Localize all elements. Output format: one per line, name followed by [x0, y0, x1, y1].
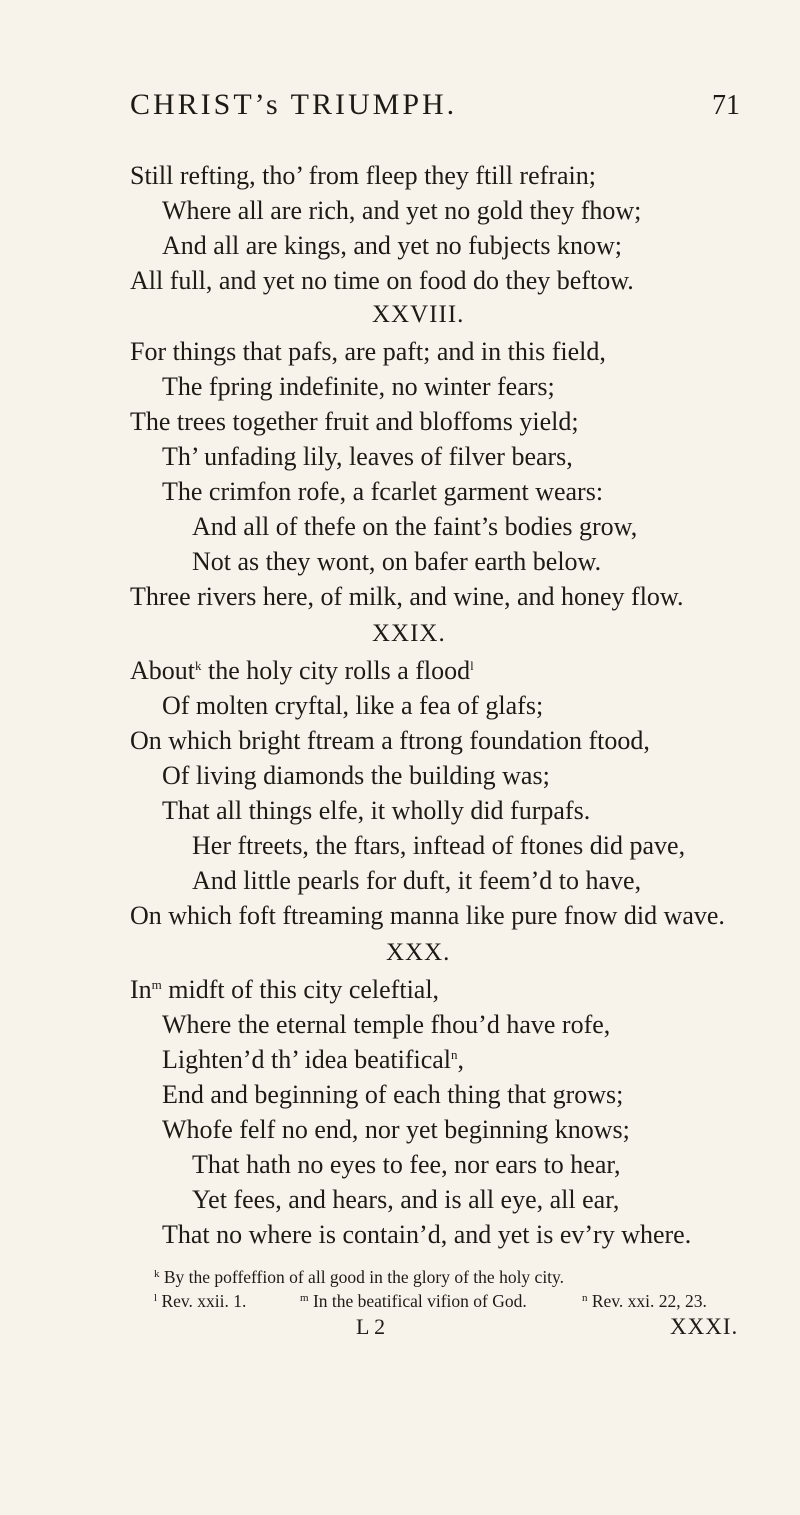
verse-line: The trees together fruit and bloffoms yield; — [130, 407, 579, 436]
footnote-marker: m — [300, 1292, 309, 1304]
verse-line — [162, 1044, 464, 1076]
footnote-marker: l — [470, 658, 474, 673]
verse-line: Where all are rich, and yet no gold they fhow; — [162, 196, 642, 225]
verse-line: That no where is contain’d, and yet is ev’ry where. — [162, 1220, 692, 1249]
stanza-heading: XXX. — [386, 939, 451, 966]
footnote-text: Rev. xxi. 22, 23. — [591, 1291, 707, 1311]
verse-line: The fpring indefinite, no winter fears; — [162, 372, 555, 401]
footnote-text: In the beatifical vifion of God. — [312, 1291, 527, 1311]
verse-line: Where the eternal temple fhou’d have rofe, — [162, 1010, 611, 1039]
verse-line: All full, and yet no time on food do they beftow. — [130, 266, 634, 295]
verse-line: Three rivers here, of milk, and wine, and honey flow. — [130, 582, 684, 611]
catchword: XXXI. — [670, 1314, 739, 1339]
stanza-heading: XXIX. — [372, 620, 446, 647]
verse-line: Of living diamonds the building was; — [162, 761, 550, 790]
verse-line: Yet fees, and hears, and is all eye, all ear, — [192, 1185, 620, 1214]
verse-line: On which foft ftreaming manna like pure fnow did wave. — [130, 901, 725, 930]
footnote-text: Rev. xxii. 1. — [161, 1291, 247, 1311]
verse-text: Lighten’d th’ idea beatifical — [162, 1045, 451, 1074]
footnote — [582, 1290, 707, 1312]
footnote-marker: n — [451, 1047, 458, 1062]
footnote — [154, 1266, 564, 1288]
verse-line: Not as they wont, on bafer earth below. — [192, 547, 602, 576]
verse-line: The crimfon rofe, a fcarlet garment wears: — [162, 477, 604, 506]
verse-text: midft of this city celeftial, — [161, 975, 440, 1004]
verse-line: That hath no eyes to fee, nor ears to hear, — [192, 1150, 621, 1179]
verse-line: And all of thefe on the faint’s bodies grow, — [192, 512, 638, 541]
stanza-heading: XXVIII. — [372, 301, 465, 328]
verse-line: That all things elfe, it wholly did furpafs. — [162, 796, 591, 825]
verse-line: Still refting, tho’ from fleep they ftill refrain; — [130, 161, 596, 190]
verse-line: Whofe felf no end, nor yet beginning knows; — [162, 1115, 630, 1144]
verse-line: Of molten cryftal, like a fea of glafs; — [162, 691, 544, 720]
footnote-marker: k — [195, 658, 202, 673]
verse-text: , — [457, 1045, 464, 1074]
verse-line: On which bright ftream a ftrong foundation ftood, — [130, 726, 650, 755]
running-title: CHRIST’s TRIUMPH. — [130, 88, 458, 121]
verse-line: And all are kings, and yet no fubjects know; — [162, 231, 622, 260]
footnote-marker: m — [151, 977, 162, 992]
verse-line: And little pearls for duft, it feem’d to have, — [192, 866, 642, 895]
footnote-marker: k — [154, 1268, 160, 1280]
footnote — [300, 1290, 527, 1312]
footnote-marker: n — [582, 1292, 588, 1304]
footnote — [154, 1290, 246, 1312]
verse-line: Th’ unfading lily, leaves of filver bears, — [162, 442, 573, 471]
verse-text: the holy city rolls a flood — [201, 656, 471, 685]
page-header — [130, 88, 740, 128]
page-number: 71 — [712, 90, 740, 121]
verse-line: For things that pafs, are paft; and in this field, — [130, 337, 606, 366]
verse-line: Her ftreets, the ftars, inftead of ftones did pave, — [192, 831, 686, 860]
verse-line: End and beginning of each thing that grows; — [162, 1080, 624, 1109]
verse-text: About — [130, 656, 195, 685]
verse-text: In — [130, 975, 152, 1004]
verse-line — [130, 655, 474, 687]
verse-line — [130, 974, 439, 1006]
footnote-text: By the poffeffion of all good in the glory of the holy city. — [163, 1267, 565, 1287]
footnote-marker: l — [154, 1292, 158, 1304]
signature-mark: L 2 — [356, 1314, 386, 1339]
